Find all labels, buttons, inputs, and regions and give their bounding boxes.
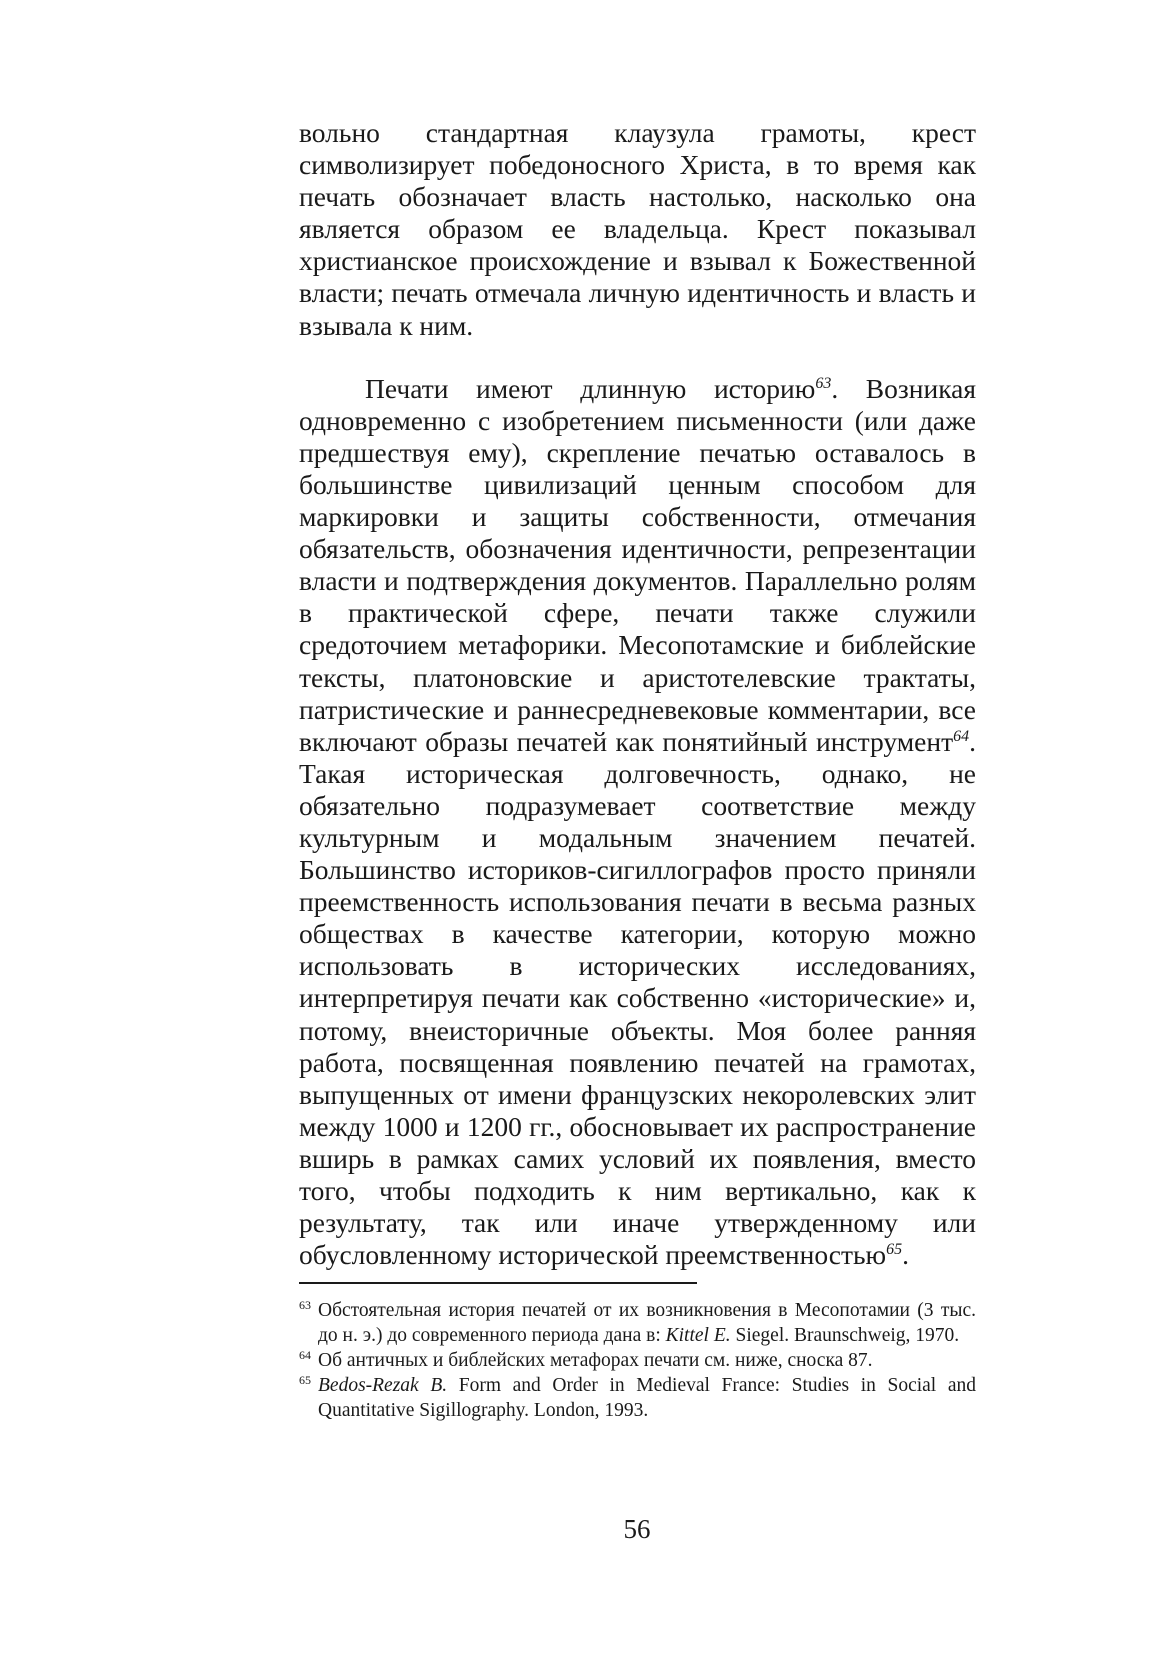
footnote: $^{63}$ Обстоятельная история печатей от их возникновения в Месопотамии (3 тыс. до н. э.) до современного периода дана в: Kittel E. Siegel. Braunschweig, 1970. [299, 1297, 976, 1346]
paragraph [299, 373, 976, 1272]
footnotes [299, 1298, 976, 1423]
footnote-author: Kittel E. [665, 1325, 731, 1346]
footnote-ref[interactable]: 65 [886, 1241, 903, 1259]
footnote-text: Form and Order in Medieval France: Studies in Social and Quantitative Sigillography. London, 1993. [318, 1375, 976, 1421]
paragraph-text: . [902, 1239, 909, 1271]
paragraph-text: . Такая историческая долговечность, однако, не обязательно подразумевает соответствие между культурным и модальным значением печатей. Большинство историков-сигиллографов просто приняли преемственность использования печати в весьма разных обществах в качестве категории, которую можно использовать в исторических исследованиях, интерпретируя печати как собственно «исторические» и, потому, внеисторичные объекты. Моя более ранняя работа, посвященная появлению печатей на грамотах, выпущенных от имени французских некоролевских элит между 1000 и 1200 гг., обосновывает их распространение вширь в рамках самих условий их появления, вместо того, чтобы подходить к ним вертикально, как к результату, так или иначе утвержденному или обусловленному исторической преемственностью [299, 725, 976, 1271]
paragraph-continued: вольно стандартная клаузула грамоты, крест символизирует победоносного Христа, в то время как печать обозначает власть настолько, насколько она является образом ее владельца. Крест показывал христианское происхождение и взывал к Божественной власти; печать отмечала личную идентичность и власть и взывала к ним. [299, 117, 976, 341]
footnote-text: Siegel. Braunschweig, 1970. [730, 1325, 960, 1346]
footnote-ref[interactable]: 63 [815, 374, 832, 392]
footnote-text: Обстоятельная история печатей от их возникновения в Месопотамии (3 тыс. до н. э.) до современного периода дана в: [318, 1300, 976, 1346]
main-text [299, 117, 976, 1271]
footnote-ref[interactable]: 64 [953, 727, 970, 745]
footnote: $^{64}$ Об античных и библейских метафорах печати см. ниже, сноска 87. [299, 1347, 873, 1371]
paragraph-text: . Возникая одновременно с изобретением письменности (или даже предшествуя ему), скрепление печатью оставалось в большинстве цивилизаций ценным способом для маркировки и защиты собственности, отмечания обязательств, обозначения идентичности, репрезентации власти и подтверждения документов. Параллельно ролям в практической сфере, печати также служили средоточием метафорики. Месопотамские и библейские тексты, платоновские и аристотелевские трактаты, патристические и раннесредневековые комментарии, все включают образы печатей как понятийный инструмент [299, 372, 976, 757]
footnote-author: Bedos-Rezak B. [318, 1375, 448, 1396]
footnote-divider [299, 1282, 697, 1284]
footnote: $^{65}$ Bedos-Rezak B. Form and Order in Medieval France: Studies in Social and Quantitative Sigillography. London, 1993. [299, 1372, 976, 1421]
footnote-text: Об античных и библейских метафорах печати см. ниже, сноска 87. [318, 1350, 873, 1371]
paragraph-text: Печати имеют длинную историю [365, 372, 816, 404]
page-number: 56 [623, 1514, 651, 1544]
